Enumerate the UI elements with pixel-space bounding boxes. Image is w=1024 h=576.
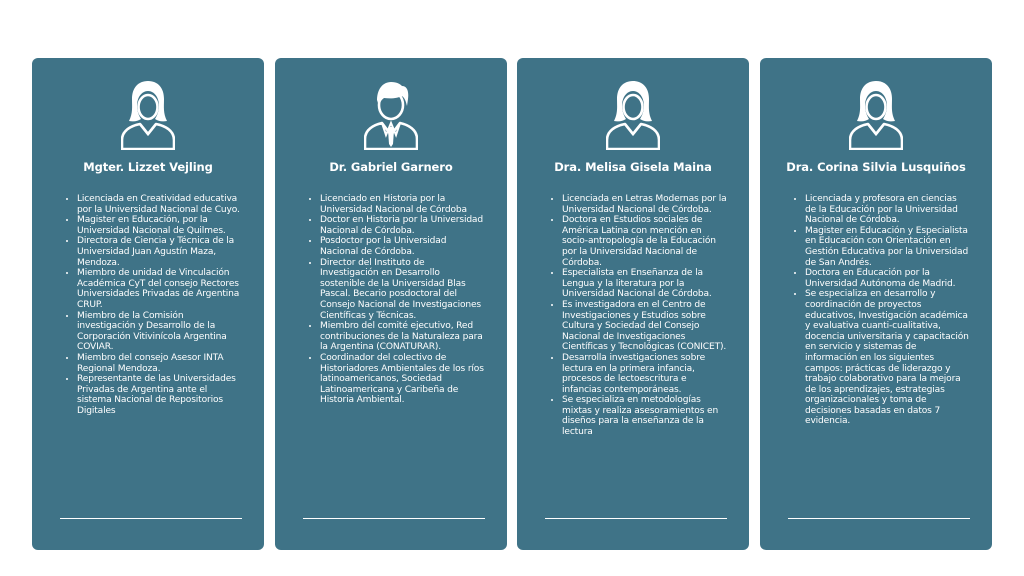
divider xyxy=(788,518,970,519)
divider xyxy=(60,518,242,519)
list-item: • Es investigadora en el Centro de Investigaciones y Estudios sobre Cultura y Sociedad del Consejo Nacional de Investigaciones Científicas y Tecnológicas (CONICET). xyxy=(562,300,727,353)
list-item: • Licenciada en Letras Modernas por la Universidad Nacional de Córdoba. xyxy=(562,194,727,215)
list-item: • Posdoctor por la Universidad Nacional de Córdoba. xyxy=(320,236,485,257)
list-item: • Se especializa en desarrollo y coordinación de proyectos educativos, Investigación académica y evaluativa cuanti-cualitativa, docencia universitaria y capacitación en servicio y sistemas de información en los siguientes campos: prácticas de liderazgo y trabajo colaborativo para la mejora de los aprendizajes, estrategias organizacionales y toma de decisiones basadas en datos 7 evidencia. xyxy=(805,289,970,427)
list-item: • Magister en Educación y Especialista en Educación con Orientación en Gestión Educativa por la Universidad de San Andrés. xyxy=(805,226,970,268)
profile-credentials-list xyxy=(790,194,970,427)
list-item: • Licenciada en Creatividad educativa por la Universidad Nacional de Cuyo. xyxy=(77,194,242,215)
list-item: • Directora de Ciencia y Técnica de la Universidad Juan Agustín Maza, Mendoza. xyxy=(77,236,242,268)
list-item: • Miembro del comité ejecutivo, Red contribuciones de la Naturaleza para la Argentina (CONATURAR). xyxy=(320,321,485,353)
list-item: • Especialista en Enseñanza de la Lengua y la literatura por la Universidad Nacional de Córdoba. xyxy=(562,268,727,300)
list-item: • Desarrolla investigaciones sobre lectura en la primera infancia, procesos de lectoescritura e infancias contemporáneas. xyxy=(562,353,727,395)
profile-credentials-list xyxy=(547,194,727,438)
list-item: • Se especializa en metodologías mixtas y realiza asesoramientos en diseños para la enseñanza de la lectura xyxy=(562,395,727,437)
list-item: • Magister en Educación, por la Universidad Nacional de Quilmes. xyxy=(77,215,242,236)
list-item: • Licenciada y profesora en ciencias de la Educación por la Universidad Nacional de Córdoba. xyxy=(805,194,970,226)
profile-name: Dra. Melisa Gisela Maina xyxy=(554,160,712,174)
profile-name: Dr. Gabriel Garnero xyxy=(329,160,453,174)
woman-avatar-icon xyxy=(121,78,175,150)
profile-name: Dra. Corina Silvia Lusquiños xyxy=(786,160,966,174)
list-item: • Coordinador del colectivo de Historiadores Ambientales de los ríos latinoamericanos, Sociedad Latinoamericana y Caribeña de Historia Ambiental. xyxy=(320,353,485,406)
profile-card xyxy=(760,58,992,550)
divider xyxy=(303,518,485,519)
list-item: • Representante de las Universidades Privadas de Argentina ante el sistema Nacional de Repositorios Digitales xyxy=(77,374,242,416)
list-item: • Doctor en Historia por la Universidad Nacional de Córdoba. xyxy=(320,215,485,236)
list-item: • Miembro de unidad de Vinculación Académica CyT del consejo Rectores Universidades Privadas de Argentina CRUP. xyxy=(77,268,242,310)
list-item: • Licenciado en Historia por la Universidad Nacional de Córdoba xyxy=(320,194,485,215)
woman-avatar-icon xyxy=(606,78,660,150)
profile-card xyxy=(275,58,507,550)
woman-avatar-icon xyxy=(849,78,903,150)
profile-card xyxy=(32,58,264,550)
list-item: • Miembro de la Comisión investigación y Desarrollo de la Corporación Vitivinícola Argentina COVIAR. xyxy=(77,311,242,353)
list-item: • Director del Instituto de Investigación en Desarrollo sostenible de la Universidad Blas Pascal. Becario posdoctoral del Consejo Nacional de Investigaciones Científicas y Técnicas. xyxy=(320,258,485,322)
profile-card xyxy=(517,58,749,550)
list-item: • Doctora en Estudios sociales de América Latina con mención en socio-antropología de la Educación por la Universidad Nacional de Córdoba. xyxy=(562,215,727,268)
divider xyxy=(545,518,727,519)
list-item: • Doctora en Educación por la Universidad Autónoma de Madrid. xyxy=(805,268,970,289)
list-item: • Miembro del consejo Asesor INTA Regional Mendoza. xyxy=(77,353,242,374)
profile-credentials-list xyxy=(305,194,485,406)
profile-name: Mgter. Lizzet Vejling xyxy=(83,160,213,174)
profile-credentials-list xyxy=(62,194,242,416)
man-avatar-icon xyxy=(364,78,418,150)
